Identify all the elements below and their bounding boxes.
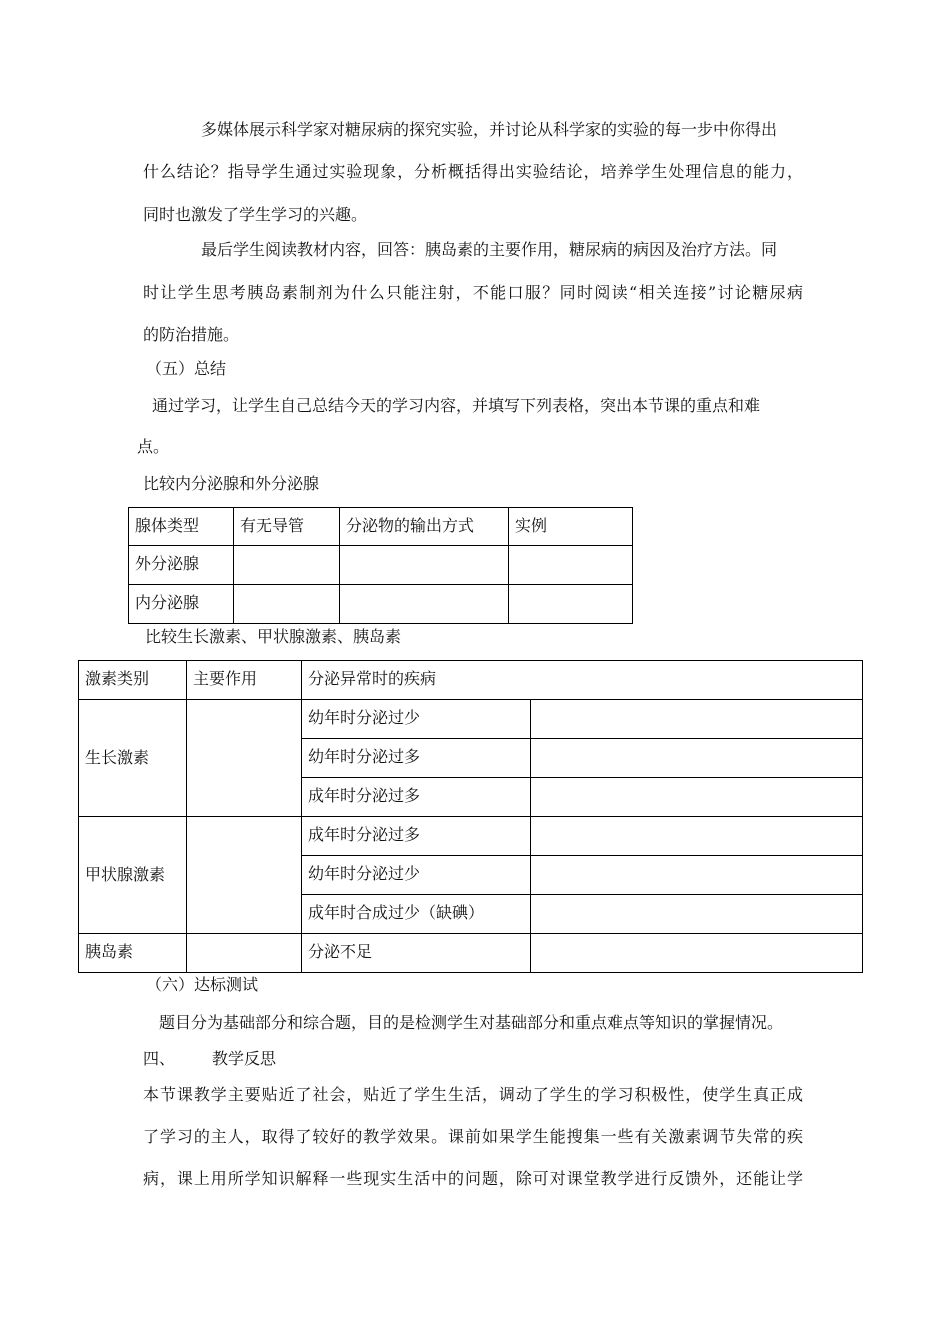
disease-answer-cell	[531, 895, 863, 934]
disease-condition: 成年时合成过少（缺碘）	[302, 895, 531, 934]
disease-answer-cell	[531, 700, 863, 739]
gland-comparison-table	[128, 507, 633, 624]
section-5-heading: （五）总结	[146, 359, 227, 378]
disease-answer-cell	[531, 934, 863, 973]
disease-answer-cell	[531, 778, 863, 817]
hormone-comparison-table	[78, 660, 863, 973]
table-2-caption: 比较生长激素、甲状腺激素、胰岛素	[145, 627, 402, 646]
table-1-row-label: 外分泌腺	[129, 546, 234, 585]
paragraph-5-line-2: 了学习的主人，取得了较好的教学效果。课前如果学生能搜集一些有关激素调节失常的疾	[143, 1127, 803, 1146]
section-6-heading: （六）达标测试	[146, 975, 259, 994]
paragraph-4: 题目分为基础部分和综合题，目的是检测学生对基础部分和重点难点等知识的掌握情况。	[159, 1013, 784, 1032]
table-1-cell	[509, 546, 633, 585]
table-1-header: 有无导管	[234, 508, 340, 546]
table-1-header: 分泌物的输出方式	[340, 508, 509, 546]
paragraph-1-line-1: 多媒体展示科学家对糖尿病的探究实验，并讨论从科学家的实验的每一步中你得出	[201, 120, 778, 139]
table-2-header: 激素类别	[79, 661, 187, 700]
table-1-header: 实例	[509, 508, 633, 546]
disease-answer-cell	[531, 856, 863, 895]
disease-condition: 分泌不足	[302, 934, 531, 973]
table-1-caption: 比较内分泌腺和外分泌腺	[143, 474, 320, 493]
paragraph-1-line-2: 什么结论？指导学生通过实验现象，分析概括得出实验结论，培养学生处理信息的能力，	[143, 162, 803, 181]
disease-answer-cell	[531, 739, 863, 778]
paragraph-2-line-3: 的防治措施。	[143, 325, 240, 344]
hormone-function-cell	[187, 700, 302, 817]
table-1-cell	[340, 585, 509, 624]
hormone-function-cell	[187, 934, 302, 973]
disease-condition: 幼年时分泌过少	[302, 856, 531, 895]
disease-condition: 幼年时分泌过少	[302, 700, 531, 739]
paragraph-2-line-2: 时让学生思考胰岛素制剂为什么只能注射，不能口服？同时阅读“相关连接”讨论糖尿病	[143, 283, 803, 302]
hormone-name: 生长激素	[79, 700, 187, 817]
paragraph-3-line-1: 通过学习，让学生自己总结今天的学习内容，并填写下列表格，突出本节课的重点和难	[152, 396, 761, 415]
paragraph-1-line-3: 同时也激发了学生学习的兴趣。	[143, 205, 368, 224]
disease-answer-cell	[531, 817, 863, 856]
hormone-name: 胰岛素	[79, 934, 187, 973]
paragraph-3-line-2: 点。	[137, 437, 170, 456]
paragraph-2-line-1: 最后学生阅读教材内容，回答：胰岛素的主要作用，糖尿病的病因及治疗方法。同	[201, 240, 778, 259]
table-2-header: 主要作用	[187, 661, 302, 700]
section-4-number: 四、	[143, 1049, 176, 1068]
table-1-row-label: 内分泌腺	[129, 585, 234, 624]
table-1-cell	[234, 546, 340, 585]
hormone-function-cell	[187, 817, 302, 934]
table-1-header: 腺体类型	[129, 508, 234, 546]
hormone-name: 甲状腺激素	[79, 817, 187, 934]
section-4-title: 教学反思	[212, 1049, 277, 1068]
paragraph-5-line-3: 病，课上用所学知识解释一些现实生活中的问题，除可对课堂教学进行反馈外，还能让学	[143, 1169, 803, 1188]
disease-condition: 成年时分泌过多	[302, 778, 531, 817]
table-1-cell	[340, 546, 509, 585]
disease-condition: 幼年时分泌过多	[302, 739, 531, 778]
paragraph-5-line-1: 本节课教学主要贴近了社会，贴近了学生生活，调动了学生的学习积极性，使学生真正成	[143, 1085, 803, 1104]
table-1-cell	[509, 585, 633, 624]
disease-condition: 成年时分泌过多	[302, 817, 531, 856]
table-1-cell	[234, 585, 340, 624]
table-2-header: 分泌异常时的疾病	[302, 661, 863, 700]
